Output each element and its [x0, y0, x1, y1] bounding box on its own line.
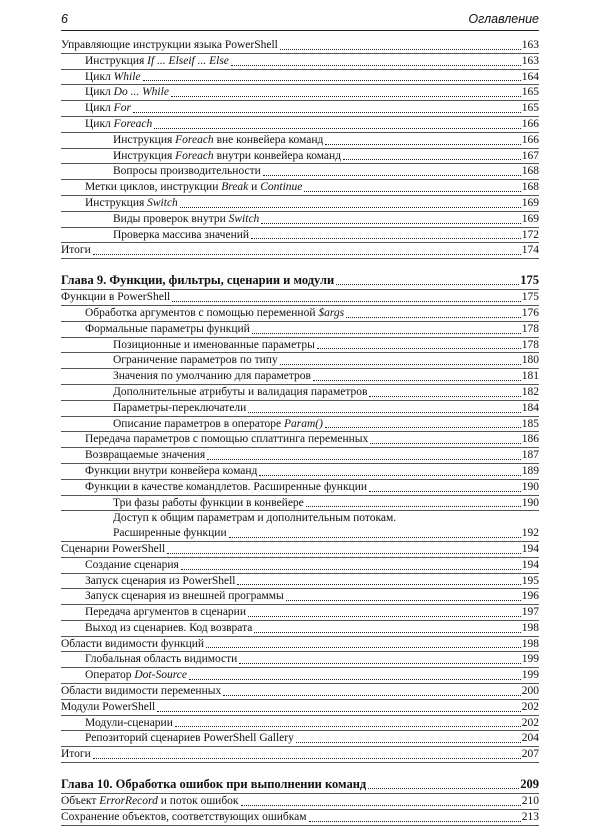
toc-entry-title: Функции внутри конвейера команд — [85, 464, 258, 477]
toc-entry-title: Значения по умолчанию для параметров — [113, 370, 311, 383]
dot-leader — [306, 496, 521, 507]
toc-page-number: 165 — [521, 102, 539, 115]
toc-page-number: 178 — [521, 338, 539, 351]
toc-page-number: 182 — [521, 385, 539, 398]
toc-entry-title: Функции в PowerShell — [61, 291, 171, 304]
toc-page-number: 176 — [521, 306, 539, 319]
toc-page-number: 194 — [521, 542, 539, 555]
dot-leader — [369, 481, 521, 492]
toc-entry — [61, 684, 539, 700]
toc-entry-title: Проверка массива значений — [113, 228, 250, 241]
toc-entry-title: Инструкция If ... Elseif ... Else — [85, 54, 229, 67]
toc-entry — [61, 117, 539, 133]
toc-page-number: 167 — [521, 149, 539, 162]
toc-entry-title: Описание параметров в операторе Param() — [113, 417, 323, 430]
toc-entry-title: Глава 9. Функции, фильтры, сценарии и модули — [61, 273, 335, 288]
toc-entry-title: Доступ к общим параметрам и дополнительным потокам. — [113, 512, 397, 525]
toc-entry — [61, 668, 539, 684]
toc-page-number: 207 — [521, 748, 539, 761]
toc-entry-title: Цикл Foreach — [85, 117, 153, 130]
toc-entry — [61, 54, 539, 70]
toc-entry-title: Передача параметров с помощью сплаттинга переменных — [85, 433, 369, 446]
toc-entry-title: Расширенные функции — [113, 527, 227, 540]
toc-page-number: 196 — [521, 590, 539, 603]
toc-entry — [61, 652, 539, 668]
toc-page-number: 192 — [521, 527, 539, 540]
toc-page-number: 204 — [521, 732, 539, 745]
toc-page-number: 175 — [520, 273, 539, 288]
dot-leader — [251, 228, 521, 239]
toc-entry — [61, 605, 539, 621]
dot-leader — [237, 574, 520, 585]
dot-leader — [313, 370, 521, 381]
toc-entry — [61, 747, 539, 763]
toc-page-number: 165 — [521, 86, 539, 99]
toc-entry-title: Сценарии PowerShell — [61, 542, 166, 555]
toc-entry-title: Ограничение параметров по типу — [113, 354, 278, 367]
toc-page-number: 166 — [521, 133, 539, 146]
toc-page-number: 168 — [521, 165, 539, 178]
toc-entry-title: Цикл While — [85, 70, 141, 83]
toc-entry — [61, 511, 539, 526]
toc-page-number: 169 — [521, 212, 539, 225]
toc-entry — [61, 228, 539, 244]
toc-entry-title: Оператор Dot-Source — [85, 669, 187, 682]
table-of-contents — [61, 38, 539, 826]
dot-leader — [254, 622, 520, 633]
toc-entry — [61, 731, 539, 747]
toc-entry-title: Модули-сценарии — [85, 716, 173, 729]
toc-entry-title: Возвращаемые значения — [85, 449, 206, 462]
toc-page-number: 199 — [521, 653, 539, 666]
dot-leader — [93, 748, 521, 759]
toc-entry — [61, 794, 539, 810]
dot-leader — [93, 244, 521, 255]
toc-entry-title: Создание сценария — [85, 558, 179, 571]
dot-leader — [229, 527, 521, 538]
toc-page-number: 190 — [521, 480, 539, 493]
dot-leader — [286, 590, 521, 601]
dot-leader — [261, 213, 520, 224]
toc-entry — [61, 338, 539, 354]
dot-leader — [325, 134, 520, 145]
toc-entry-title: Управляющие инструкции языка PowerShell — [61, 39, 278, 51]
toc-entry-title: Сохранение объектов, соответствующих ошибкам — [61, 810, 307, 823]
dot-leader — [248, 606, 521, 617]
toc-entry-title: Позиционные и именованные параметры — [113, 338, 315, 351]
toc-entry-title: Передача аргументов в сценарии — [85, 606, 246, 619]
dot-leader — [154, 118, 521, 129]
dot-leader — [223, 685, 521, 696]
toc-entry — [61, 385, 539, 401]
toc-entry — [61, 70, 539, 86]
toc-entry — [61, 164, 539, 180]
toc-entry-title: Итоги — [61, 748, 91, 761]
toc-entry — [61, 589, 539, 605]
dot-leader — [167, 543, 521, 554]
toc-entry-title: Глава 10. Обработка ошибок при выполнении команд — [61, 777, 367, 792]
dot-leader — [189, 669, 521, 680]
toc-page-number: 209 — [520, 777, 539, 792]
dot-leader — [325, 417, 521, 428]
dot-leader — [252, 323, 521, 334]
toc-page-number: 213 — [521, 810, 539, 823]
dot-leader — [280, 39, 521, 50]
dot-leader — [317, 338, 521, 349]
toc-entry-title: Глобальная область видимости — [85, 653, 238, 666]
toc-entry-title: Итоги — [61, 244, 91, 257]
toc-entry — [61, 243, 539, 259]
toc-entry — [61, 180, 539, 196]
toc-entry — [61, 85, 539, 101]
toc-entry — [61, 480, 539, 496]
toc-entry — [61, 621, 539, 637]
toc-entry-title: Метки циклов, инструкции Break и Continue — [85, 181, 303, 194]
dot-leader — [259, 465, 520, 476]
toc-entry-title: Формальные параметры функций — [85, 322, 250, 335]
toc-page-number: 174 — [521, 244, 539, 257]
toc-page-number: 198 — [521, 637, 539, 650]
toc-entry — [61, 401, 539, 417]
toc-entry — [61, 464, 539, 480]
toc-entry-title: Цикл Do ... While — [85, 86, 169, 99]
dot-leader — [263, 165, 521, 176]
toc-entry-title: Запуск сценария из внешней программы — [85, 590, 284, 603]
toc-entry — [61, 212, 539, 228]
dot-leader — [172, 291, 521, 302]
toc-entry — [61, 369, 539, 385]
toc-page-number: 185 — [521, 417, 539, 430]
toc-entry — [61, 448, 539, 464]
dot-leader — [157, 701, 521, 712]
running-title: Оглавление — [468, 12, 539, 26]
toc-chapter-row — [61, 775, 539, 794]
dot-leader — [368, 778, 519, 789]
dot-leader — [336, 274, 519, 285]
toc-entry-title: Области видимости функций — [61, 637, 205, 650]
dot-leader — [369, 386, 520, 397]
toc-entry-title: Инструкция Foreach вне конвейера команд — [113, 133, 324, 146]
toc-entry — [61, 526, 539, 542]
toc-entry — [61, 38, 539, 54]
dot-leader — [346, 307, 521, 318]
toc-page-number: 195 — [521, 574, 539, 587]
toc-page-number: 164 — [521, 70, 539, 83]
dot-leader — [133, 102, 521, 113]
dot-leader — [370, 433, 521, 444]
toc-entry-title: Репозиторий сценариев PowerShell Gallery — [85, 732, 294, 745]
toc-page-number: 184 — [521, 401, 539, 414]
toc-entry — [61, 101, 539, 117]
toc-entry-title: Инструкция Foreach внутри конвейера команд — [113, 149, 342, 162]
toc-entry — [61, 196, 539, 212]
dot-leader — [304, 181, 520, 192]
toc-page-number: 210 — [521, 795, 539, 808]
toc-page-number: 199 — [521, 669, 539, 682]
toc-entry-title: Виды проверок внутри Switch — [113, 212, 260, 225]
toc-page-number: 197 — [521, 606, 539, 619]
dot-leader — [241, 795, 521, 806]
toc-entry — [61, 322, 539, 338]
toc-entry — [61, 417, 539, 433]
dot-leader — [171, 86, 521, 97]
toc-page-number: 175 — [521, 291, 539, 304]
toc-page-number: 169 — [521, 196, 539, 209]
toc-entry — [61, 542, 539, 558]
dot-leader — [248, 402, 520, 413]
toc-entry-title: Выход из сценариев. Код возврата — [85, 621, 253, 634]
toc-entry-title: Объект ErrorRecord и поток ошибок — [61, 795, 239, 808]
toc-entry — [61, 306, 539, 322]
dot-leader — [180, 197, 521, 208]
toc-page-number: 194 — [521, 558, 539, 571]
page-number: 6 — [61, 12, 68, 26]
toc-page-number: 163 — [521, 54, 539, 67]
toc-entry-title: Инструкция Switch — [85, 196, 178, 209]
toc-entry-title: Вопросы производительности — [113, 165, 261, 178]
toc-page-number: 200 — [521, 685, 539, 698]
toc-page-number: 190 — [521, 496, 539, 509]
dot-leader — [239, 653, 520, 664]
toc-page-number: 166 — [521, 117, 539, 130]
toc-entry-title: Цикл For — [85, 102, 131, 115]
toc-entry-title: Обработка аргументов с помощью переменной $args — [85, 306, 345, 319]
toc-entry-title: Запуск сценария из PowerShell — [85, 574, 236, 587]
dot-leader — [231, 55, 521, 66]
toc-entry-title: Параметры-переключатели — [113, 401, 247, 414]
toc-entry — [61, 637, 539, 653]
toc-page-number: 198 — [521, 621, 539, 634]
toc-entry — [61, 353, 539, 369]
toc-entry — [61, 149, 539, 165]
toc-entry — [61, 290, 539, 306]
toc-entry — [61, 432, 539, 448]
toc-entry-title: Модули PowerShell — [61, 700, 156, 713]
toc-entry-title: Области видимости переменных — [61, 685, 222, 698]
toc-page-number: 202 — [521, 716, 539, 729]
dot-leader — [206, 637, 521, 648]
toc-page-number: 168 — [521, 181, 539, 194]
toc-entry — [61, 716, 539, 732]
toc-page-number: 180 — [521, 354, 539, 367]
toc-entry — [61, 133, 539, 149]
toc-page-number: 202 — [521, 700, 539, 713]
toc-page-number: 181 — [521, 370, 539, 383]
toc-entry — [61, 700, 539, 716]
dot-leader — [143, 70, 521, 81]
dot-leader — [181, 559, 521, 570]
dot-leader — [309, 811, 521, 822]
toc-entry — [61, 810, 539, 826]
dot-leader — [343, 149, 521, 160]
toc-page-number: 187 — [521, 449, 539, 462]
toc-entry-title: Дополнительные атрибуты и валидация параметров — [113, 385, 368, 398]
dot-leader — [175, 716, 521, 727]
dot-leader — [207, 449, 521, 460]
toc-entry-title: Три фазы работы функции в конвейере — [113, 496, 304, 509]
toc-page-number: 172 — [521, 228, 539, 241]
toc-entry — [61, 558, 539, 574]
toc-entry-title: Функции в качестве командлетов. Расширенные функции — [85, 480, 368, 493]
toc-entry — [61, 496, 539, 512]
toc-entry — [61, 574, 539, 590]
toc-page-number: 163 — [521, 39, 539, 51]
dot-leader — [280, 354, 521, 365]
toc-chapter-row — [61, 271, 539, 290]
dot-leader — [296, 732, 521, 743]
toc-page-number: 189 — [521, 464, 539, 477]
toc-page-number: 178 — [521, 322, 539, 335]
toc-page-number: 186 — [521, 433, 539, 446]
running-header — [61, 10, 539, 31]
